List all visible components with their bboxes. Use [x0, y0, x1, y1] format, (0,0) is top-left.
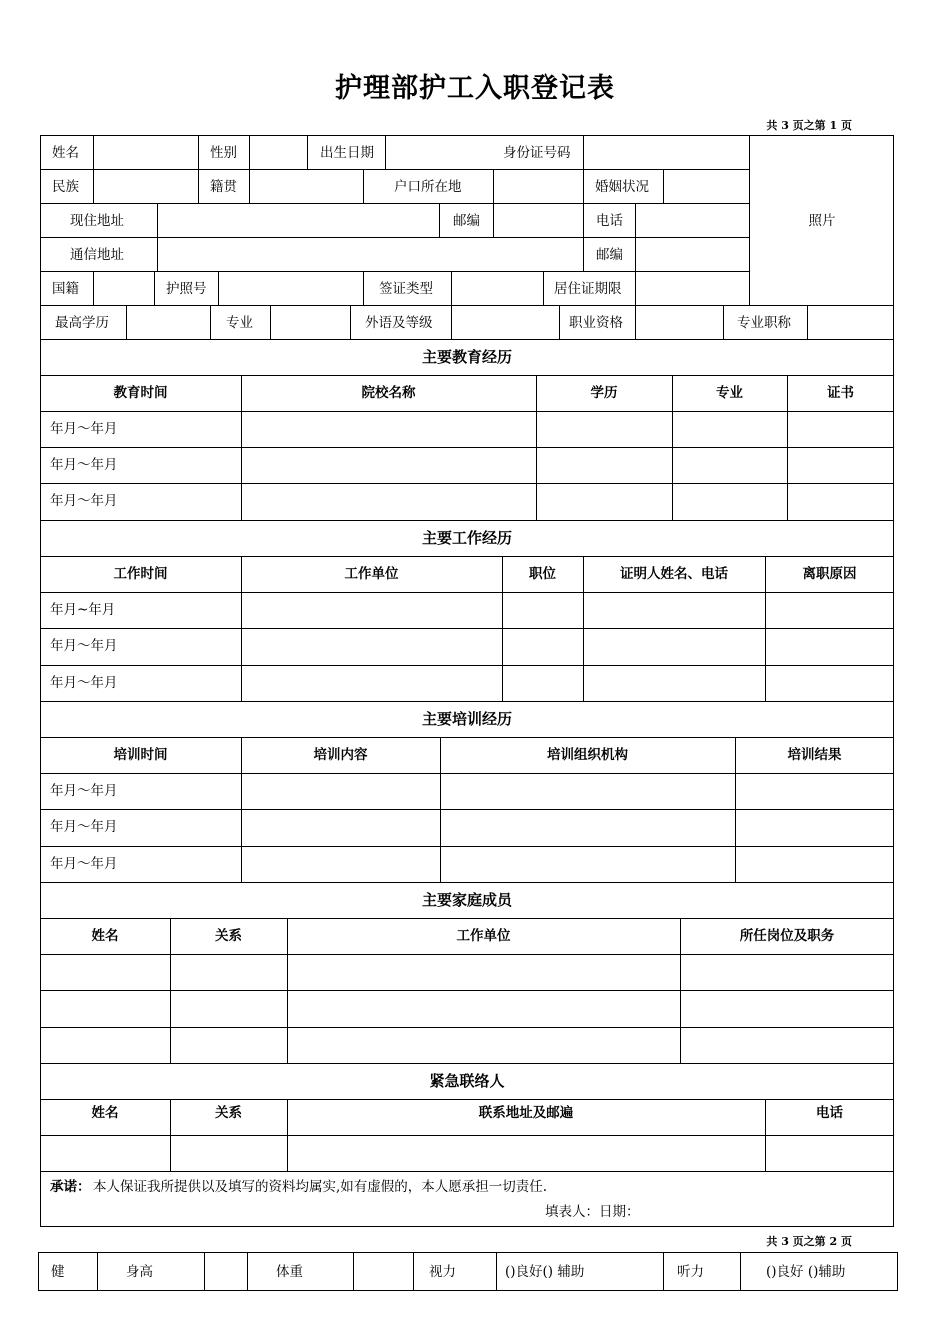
label-marital-status: 婚姻状况 — [595, 179, 649, 195]
form-title: 护理部护工入职登记表 — [335, 73, 615, 104]
edu-header-degree: 学历 — [590, 385, 618, 401]
pledge-signature: 填表人：日期： — [545, 1204, 640, 1220]
training-header-result: 培训结果 — [787, 747, 842, 763]
work-header-leave-reason: 离职原因 — [802, 566, 857, 582]
label-mailing-address: 通信地址 — [70, 247, 124, 263]
pledge-text: 本人保证我所提供以及填写的资料均属实,如有虚假的，本人愿承担一切责任. — [93, 1179, 548, 1195]
work-header-reference: 证明人姓名、电话 — [620, 566, 728, 582]
emergency-header-address: 联系地址及邮遍 — [478, 1105, 574, 1121]
training-header-organizer: 培训组织机构 — [547, 747, 628, 763]
edu-row-time: 年月～年月 — [50, 457, 118, 473]
label-highest-education: 最高学历 — [55, 315, 109, 331]
label-current-address: 现住地址 — [70, 213, 124, 229]
label-hukou: 户口所在地 — [394, 179, 462, 195]
training-header-content: 培训内容 — [313, 747, 368, 763]
work-header-employer: 工作单位 — [344, 566, 399, 582]
edu-header-time: 教育时间 — [113, 385, 168, 401]
label-height: 身高 — [126, 1264, 153, 1280]
label-major: 专业 — [226, 315, 253, 331]
work-row-time: 年月～年月 — [50, 675, 118, 691]
label-weight: 体重 — [276, 1264, 303, 1280]
label-zip-code: 邮编 — [453, 213, 480, 229]
training-row-time: 年月～年月 — [50, 819, 118, 835]
label-photo: 照片 — [808, 213, 836, 229]
emergency-header-phone: 电话 — [816, 1105, 843, 1121]
work-row-time: 年月～年月 — [50, 638, 118, 654]
label-nationality: 国籍 — [52, 281, 79, 297]
label-native-place: 籍贯 — [210, 179, 237, 195]
edu-header-major: 专业 — [716, 385, 743, 401]
training-heading: 主要培训经历 — [421, 710, 512, 728]
label-passport: 护照号 — [166, 281, 207, 297]
label-professional-title: 专业职称 — [737, 315, 791, 331]
label-hearing: 听力 — [677, 1264, 704, 1280]
family-header-name: 姓名 — [91, 928, 119, 944]
training-header-time: 培训时间 — [113, 747, 168, 763]
edu-row-time: 年月～年月 — [50, 421, 118, 437]
family-heading: 主要家庭成员 — [421, 891, 512, 909]
label-gender: 性别 — [210, 145, 237, 161]
emergency-header-relation: 关系 — [215, 1105, 242, 1121]
family-header-employer: 工作单位 — [456, 928, 511, 944]
work-header-time: 工作时间 — [113, 566, 168, 582]
work-row-time: 年月~年月 — [50, 602, 116, 618]
label-id-number: 身份证号码 — [503, 145, 571, 161]
work-header-position: 职位 — [529, 566, 556, 582]
label-residence-permit: 居住证期限 — [554, 281, 622, 297]
label-qualification: 职业资格 — [569, 315, 623, 331]
page-number-2: 共 3 页之第 2 页 — [766, 1235, 852, 1248]
edu-header-school: 院校名称 — [361, 385, 416, 401]
emergency-header-name: 姓名 — [91, 1105, 119, 1121]
label-health: 健 — [51, 1264, 65, 1280]
edu-row-time: 年月～年月 — [50, 493, 118, 509]
family-header-position: 所任岗位及职务 — [739, 928, 835, 944]
vision-options: ()良好() 辅助 — [505, 1264, 585, 1280]
emergency-heading: 紧急联络人 — [429, 1072, 505, 1090]
family-header-relation: 关系 — [215, 928, 242, 944]
label-phone: 电话 — [596, 213, 623, 229]
label-visa-type: 签证类型 — [379, 281, 433, 297]
label-vision: 视力 — [429, 1264, 456, 1280]
education-heading: 主要教育经历 — [421, 348, 512, 366]
label-name: 姓名 — [52, 145, 79, 161]
training-row-time: 年月～年月 — [50, 783, 118, 799]
pledge-label: 承诺： — [50, 1179, 91, 1195]
hearing-options: ()良好 ()辅助 — [766, 1264, 846, 1280]
label-ethnicity: 民族 — [52, 179, 79, 195]
label-language: 外语及等级 — [365, 315, 433, 331]
edu-header-certificate: 证书 — [827, 385, 854, 401]
label-birth-date: 出生日期 — [320, 145, 374, 161]
work-heading: 主要工作经历 — [421, 529, 512, 547]
page-number-1: 共 3 页之第 1 页 — [766, 119, 852, 132]
training-row-time: 年月～年月 — [50, 856, 118, 872]
label-mailing-zip: 邮编 — [596, 247, 623, 263]
